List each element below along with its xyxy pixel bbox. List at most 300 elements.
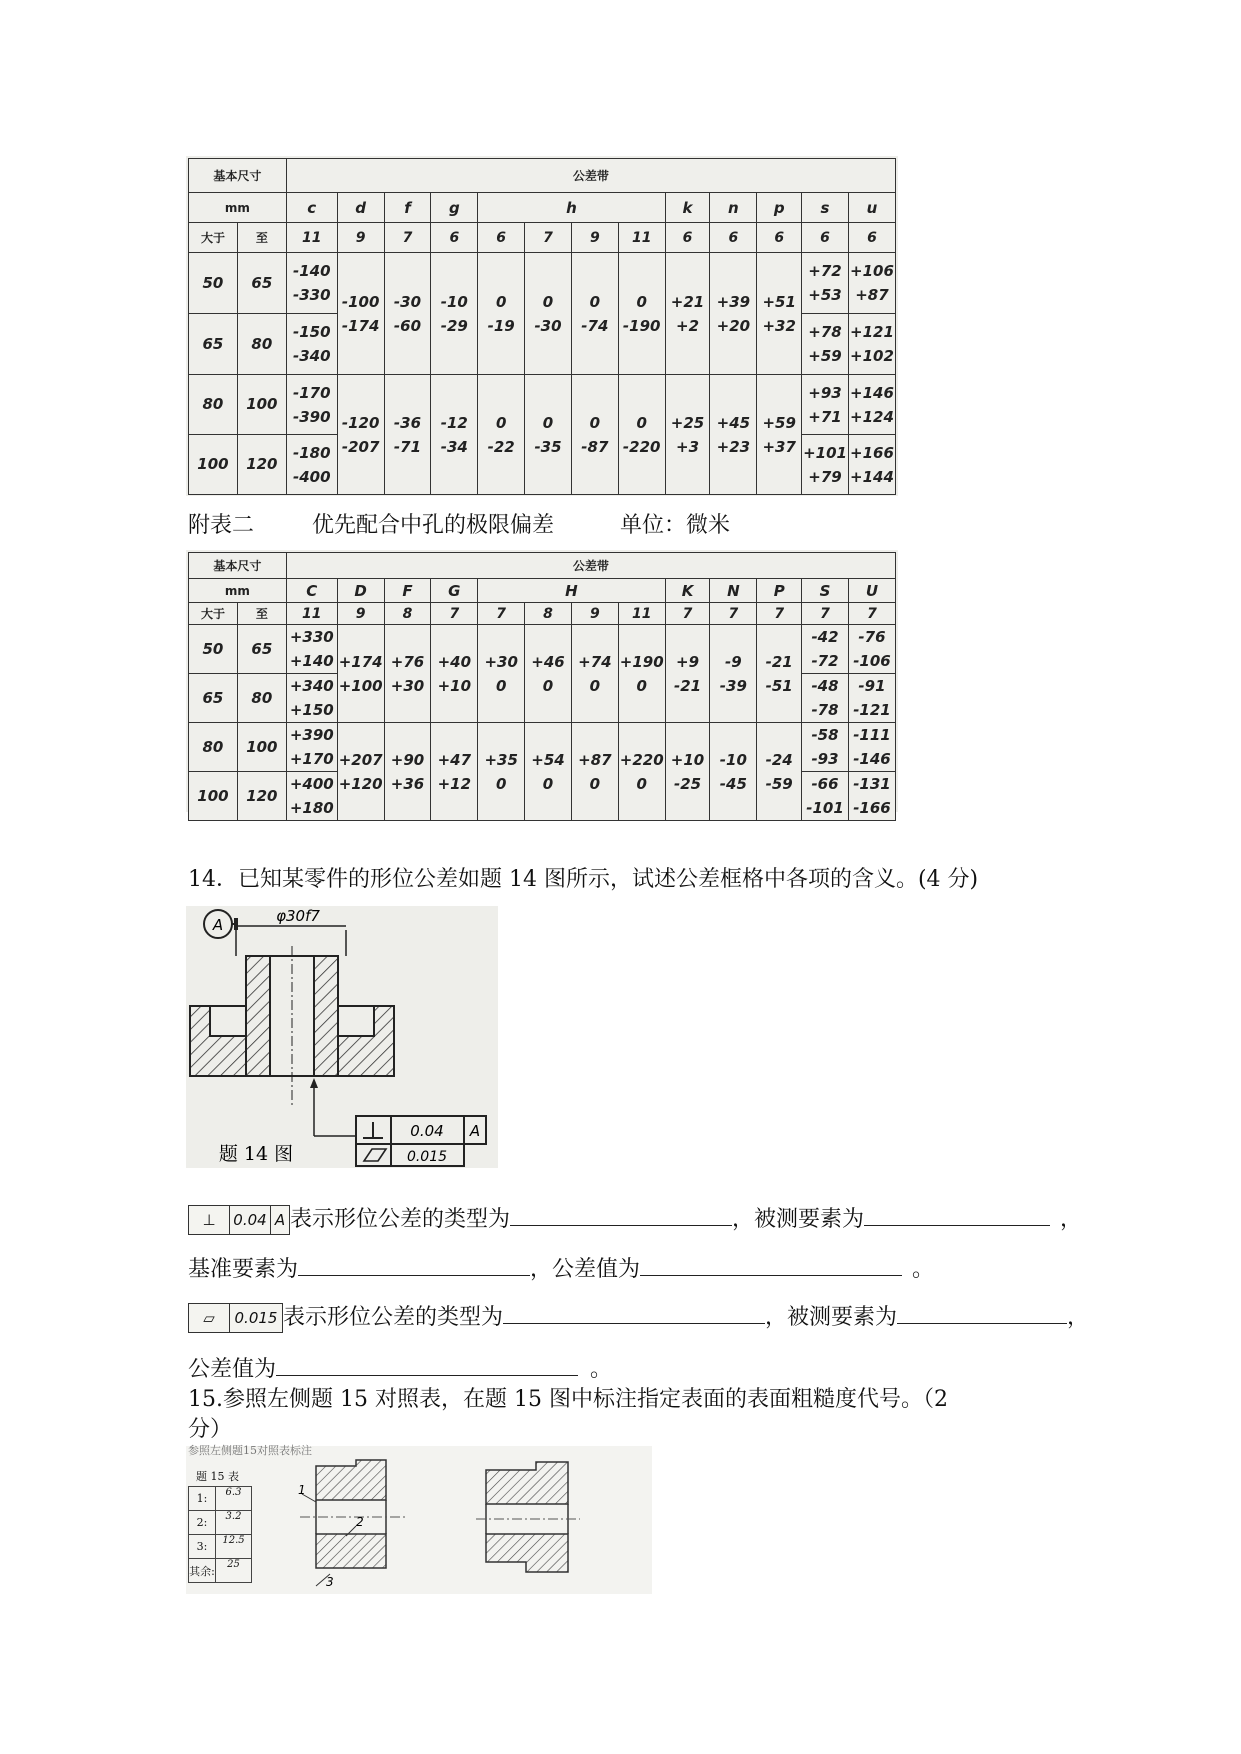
roughness-symbol: 6.3: [225, 1487, 242, 1498]
lower-deviation: -51: [765, 676, 793, 695]
deviation-cell: [384, 253, 431, 375]
size-to: 120: [237, 435, 286, 495]
grade-cell: 11: [618, 603, 665, 625]
grade-cell: 7: [478, 603, 525, 625]
figure-14: [186, 906, 498, 1168]
lower-deviation: +100: [338, 676, 383, 695]
deviation-cell: [848, 314, 895, 375]
lower-deviation: 0: [542, 774, 554, 793]
lower-deviation: -25: [673, 774, 702, 793]
grade-cell: 7: [431, 603, 478, 625]
grade-cell: 9: [337, 603, 384, 625]
answer-line-4: 公差值为 。: [188, 1357, 613, 1382]
lower-deviation: -220: [622, 437, 661, 456]
grade-cell: 9: [571, 223, 618, 253]
header-tolerance-zone: 公差带: [286, 553, 895, 579]
upper-deviation: +39: [716, 292, 751, 311]
answer-blank[interactable]: [503, 1303, 765, 1324]
size-from: 80: [189, 375, 238, 435]
deviation-cell: [618, 723, 665, 821]
deviation-cell: [286, 772, 337, 821]
zone-letter: p: [757, 193, 802, 223]
deviation-cell: [802, 253, 849, 314]
header-from: 大于: [189, 603, 238, 625]
upper-deviation: 0: [636, 292, 647, 311]
lower-deviation: -39: [719, 676, 747, 695]
deviation-cell: [848, 674, 895, 723]
deviation-cell: [665, 723, 710, 821]
upper-deviation: -21: [765, 652, 793, 671]
question-15-line-2: 分）: [188, 1417, 233, 1442]
deviation-cell: [618, 375, 665, 495]
upper-deviation: -100: [341, 292, 380, 311]
lower-deviation: -330: [292, 286, 331, 304]
answer-line-1: ⊥ 0.04 A 表示形位公差的类型为 ，被测要素为 ，: [188, 1202, 1082, 1235]
deviation-cell: [665, 625, 710, 723]
upper-deviation: 0: [542, 413, 554, 432]
lower-deviation: -400: [292, 467, 331, 486]
table2-unit: 单位：微米: [620, 513, 731, 538]
grade-cell: 6: [431, 223, 478, 253]
deviation-cell: [802, 674, 849, 723]
upper-deviation: +101: [803, 443, 847, 462]
zone-letter: N: [710, 579, 757, 603]
upper-deviation: +340: [289, 677, 334, 695]
lower-deviation: -34: [440, 437, 468, 456]
zone-letter: d: [337, 193, 384, 223]
header-basic-size: 基本尺寸: [189, 159, 287, 193]
roughness-label: 其余:: [189, 1559, 216, 1582]
lower-deviation: +140: [289, 652, 334, 670]
zone-letter: K: [665, 579, 710, 603]
lower-deviation: +12: [437, 774, 472, 793]
upper-deviation: +390: [289, 726, 334, 744]
header-to: 至: [237, 223, 286, 253]
grade-cell: 11: [286, 603, 337, 625]
roughness-symbol: 25: [227, 1559, 240, 1570]
roughness-label: 2:: [189, 1511, 216, 1534]
upper-deviation: 0: [542, 292, 554, 311]
deviation-cell: [478, 375, 525, 495]
deviation-cell: [802, 375, 849, 435]
upper-deviation: +30: [484, 652, 518, 671]
lower-deviation: 0: [495, 774, 507, 793]
upper-deviation: +40: [437, 652, 472, 671]
upper-deviation: +330: [289, 628, 334, 646]
deviation-cell: [525, 253, 572, 375]
lower-deviation: 0: [636, 774, 647, 793]
upper-deviation: +54: [531, 750, 565, 769]
grade-cell: 11: [618, 223, 665, 253]
question-14: 14．已知某零件的形位公差如题 14 图所示，试述公差框格中各项的含义。(4 分): [188, 867, 979, 892]
upper-deviation: +74: [578, 652, 612, 671]
grade-cell: 6: [802, 223, 849, 253]
size-to: 120: [237, 772, 286, 821]
upper-deviation: -91: [858, 677, 886, 695]
roughness-label: 3:: [189, 1535, 216, 1558]
lower-deviation: +124: [850, 407, 894, 426]
deviation-cell: [431, 723, 478, 821]
deviation-cell: [431, 375, 478, 495]
deviation-cell: [802, 435, 849, 495]
lower-deviation: -174: [341, 316, 380, 335]
lower-deviation: +59: [808, 347, 842, 365]
deviation-cell: [571, 723, 618, 821]
lower-deviation: +53: [808, 286, 842, 304]
datum-letter: A: [212, 916, 224, 934]
lower-deviation: -35: [534, 437, 562, 456]
lower-deviation: -78: [811, 701, 839, 719]
lower-deviation: -390: [292, 407, 331, 426]
lower-deviation: -72: [811, 652, 839, 670]
lower-deviation: -45: [719, 774, 747, 793]
answer-blank[interactable]: [276, 1355, 578, 1376]
deviation-cell: [571, 253, 618, 375]
question-15-line-1: 15.参照左侧题 15 对照表，在题 15 图中标注指定表面的表面粗糙度代号。（2: [188, 1387, 948, 1412]
answer-blank[interactable]: [298, 1255, 530, 1276]
frame2-value: 0.015: [406, 1149, 448, 1165]
deviation-cell: [337, 723, 384, 821]
deviation-cell: [848, 723, 895, 772]
grade-cell: 7: [848, 603, 895, 625]
deviation-cell: [802, 772, 849, 821]
frame1-datum: A: [469, 1122, 481, 1140]
upper-deviation: -76: [858, 628, 886, 646]
lower-deviation: -74: [581, 316, 609, 335]
zone-letter: S: [802, 579, 849, 603]
lower-deviation: +3: [676, 437, 700, 456]
upper-deviation: +90: [390, 750, 425, 769]
deviation-cell: [665, 375, 710, 495]
roughness-row: [189, 1558, 251, 1582]
upper-deviation: -24: [765, 750, 793, 769]
zone-letter: H: [478, 579, 665, 603]
deviation-cell: [525, 375, 572, 495]
lower-deviation: -71: [393, 437, 422, 456]
size-to: 80: [237, 674, 286, 723]
lower-deviation: +150: [289, 701, 334, 719]
deviation-cell: [757, 375, 802, 495]
flatness-frame: ▱ 0.015: [188, 1303, 283, 1333]
lower-deviation: -93: [811, 750, 839, 768]
perpendicularity-icon: ⊥: [189, 1206, 230, 1234]
zone-letter: n: [710, 193, 757, 223]
lower-deviation: 0: [542, 676, 554, 695]
upper-deviation: +87: [578, 750, 612, 769]
size-to: 100: [237, 375, 286, 435]
grade-cell: 7: [665, 603, 710, 625]
grade-cell: 6: [665, 223, 710, 253]
deviation-cell: [848, 625, 895, 674]
deviation-cell: [802, 723, 849, 772]
zone-letter: f: [384, 193, 431, 223]
lower-deviation: -146: [853, 750, 891, 768]
upper-deviation: +121: [850, 323, 894, 341]
grade-cell: 6: [478, 223, 525, 253]
part-drawing-15: [286, 1456, 646, 1592]
answer-line-3: ▱ 0.015 表示形位公差的类型为 ，被测要素为 ，: [188, 1300, 1089, 1333]
lower-deviation: +79: [808, 467, 842, 486]
upper-deviation: +207: [338, 750, 383, 769]
lower-deviation: -30: [534, 316, 562, 335]
upper-deviation: -150: [292, 323, 331, 341]
zone-letter: k: [665, 193, 710, 223]
size-from: 65: [189, 314, 238, 375]
lower-deviation: -166: [853, 799, 891, 817]
lower-deviation: -340: [292, 347, 331, 365]
answer-blank[interactable]: [864, 1205, 1050, 1226]
table2-name: 优先配合中孔的极限偏差: [312, 513, 555, 538]
upper-deviation: -170: [292, 383, 331, 402]
roughness-row: [189, 1510, 251, 1534]
answer-line-2: 基准要素为 ，公差值为 。: [188, 1257, 935, 1282]
zone-letter: D: [337, 579, 384, 603]
deviation-cell: [710, 253, 757, 375]
deviation-cell: [478, 723, 525, 821]
upper-deviation: +220: [619, 750, 664, 769]
callout-1: 1: [298, 1483, 306, 1497]
deviation-cell: [848, 435, 895, 495]
deviation-cell: [757, 625, 802, 723]
upper-deviation: +9: [676, 652, 700, 671]
upper-deviation: +51: [762, 292, 796, 311]
deviation-cell: [431, 625, 478, 723]
figure-15: [186, 1446, 652, 1594]
header-from: 大于: [189, 223, 238, 253]
deviation-cell: [525, 625, 572, 723]
deviation-cell: [525, 723, 572, 821]
deviation-cell: [286, 314, 337, 375]
flatness-icon: ▱: [189, 1304, 230, 1332]
size-from: 80: [189, 723, 238, 772]
lower-deviation: 0: [636, 676, 647, 695]
lower-deviation: -207: [341, 437, 380, 456]
upper-deviation: +25: [670, 413, 705, 432]
deviation-cell: [571, 375, 618, 495]
grade-cell: 8: [384, 603, 431, 625]
deviation-cell: [286, 674, 337, 723]
upper-deviation: -120: [341, 413, 380, 432]
upper-deviation: +10: [670, 750, 705, 769]
deviation-cell: [384, 375, 431, 495]
deviation-cell: [848, 253, 895, 314]
lower-deviation: +30: [390, 676, 425, 695]
lower-deviation: +20: [716, 316, 751, 335]
upper-deviation: -66: [811, 775, 839, 793]
answer-blank[interactable]: [897, 1303, 1067, 1324]
frame1-value: 0.04: [410, 1122, 444, 1140]
upper-deviation: +400: [289, 775, 334, 793]
upper-deviation: +72: [808, 262, 842, 280]
grade-cell: 9: [337, 223, 384, 253]
grade-cell: 8: [525, 603, 572, 625]
roughness-label: 1:: [189, 1487, 216, 1510]
upper-deviation: +146: [850, 383, 894, 402]
deviation-cell: [665, 253, 710, 375]
lower-deviation: 0: [589, 676, 601, 695]
size-from: 50: [189, 253, 238, 314]
deviation-cell: [710, 375, 757, 495]
lower-deviation: +144: [850, 467, 894, 486]
lower-deviation: +87: [855, 286, 889, 304]
grade-cell: 11: [286, 223, 337, 253]
upper-deviation: -48: [811, 677, 839, 695]
perpendicularity-frame: ⊥ 0.04 A: [188, 1205, 290, 1235]
upper-deviation: +45: [716, 413, 751, 432]
header-basic-size: 基本尺寸: [189, 553, 287, 579]
figure-14-caption: 题 14 图: [218, 1143, 294, 1165]
upper-deviation: +76: [390, 652, 425, 671]
deviation-cell: [802, 625, 849, 674]
dimension-label: φ30f7: [276, 907, 320, 925]
upper-deviation: +93: [808, 383, 842, 402]
lower-deviation: +102: [850, 347, 894, 365]
table2-label: 附表二: [188, 513, 255, 538]
lower-deviation: -59: [765, 774, 793, 793]
size-to: 100: [237, 723, 286, 772]
upper-deviation: +46: [531, 652, 565, 671]
upper-deviation: 0: [636, 413, 647, 432]
deviation-cell: [757, 253, 802, 375]
size-from: 100: [189, 772, 238, 821]
deviation-cell: [848, 375, 895, 435]
size-to: 80: [237, 314, 286, 375]
deviation-cell: [384, 625, 431, 723]
lower-deviation: +36: [390, 774, 425, 793]
deviation-cell: [618, 625, 665, 723]
lower-deviation: +71: [808, 407, 842, 426]
lower-deviation: -60: [393, 316, 422, 335]
zone-letter: h: [478, 193, 665, 223]
deviation-cell: [337, 253, 384, 375]
deviation-cell: [710, 625, 757, 723]
zone-letter: U: [848, 579, 895, 603]
roughness-row: [189, 1487, 251, 1510]
grade-cell: 6: [848, 223, 895, 253]
lower-deviation: -87: [581, 437, 609, 456]
upper-deviation: -42: [811, 628, 839, 646]
deviation-cell: [286, 723, 337, 772]
zone-letter: P: [757, 579, 802, 603]
grade-cell: 7: [710, 603, 757, 625]
lower-deviation: -21: [673, 676, 702, 695]
hole-deviation-table: [188, 552, 896, 821]
size-from: 50: [189, 625, 238, 674]
deviation-cell: [710, 723, 757, 821]
lower-deviation: +23: [716, 437, 751, 456]
lower-deviation: -29: [440, 316, 468, 335]
lower-deviation: +2: [676, 316, 700, 335]
header-tolerance-zone: 公差带: [286, 159, 895, 193]
size-to: 65: [237, 625, 286, 674]
zone-letter: g: [431, 193, 478, 223]
shaft-deviation-table: [188, 158, 896, 495]
upper-deviation: -131: [853, 775, 891, 793]
upper-deviation: +166: [850, 443, 894, 462]
deviation-cell: [337, 375, 384, 495]
upper-deviation: -111: [853, 726, 891, 744]
zone-letter: c: [286, 193, 337, 223]
upper-deviation: -10: [719, 750, 747, 769]
upper-deviation: +35: [484, 750, 518, 769]
answer-blank[interactable]: [640, 1255, 902, 1276]
grade-cell: 9: [571, 603, 618, 625]
upper-deviation: -36: [393, 413, 422, 432]
lower-deviation: +120: [338, 774, 383, 793]
deviation-cell: [431, 253, 478, 375]
deviation-cell: [618, 253, 665, 375]
deviation-cell: [757, 723, 802, 821]
upper-deviation: -9: [725, 652, 742, 671]
grade-cell: 7: [525, 223, 572, 253]
lower-deviation: -101: [806, 799, 844, 817]
deviation-cell: [286, 625, 337, 674]
lower-deviation: +170: [289, 750, 334, 768]
deviation-cell: [337, 625, 384, 723]
grade-cell: 6: [710, 223, 757, 253]
lower-deviation: -121: [853, 701, 891, 719]
upper-deviation: +174: [338, 652, 383, 671]
deviation-cell: [286, 253, 337, 314]
deviation-cell: [478, 253, 525, 375]
roughness-symbol: 12.5: [222, 1535, 245, 1546]
lower-deviation: -190: [622, 316, 661, 335]
size-from: 100: [189, 435, 238, 495]
upper-deviation: -180: [292, 443, 331, 462]
callout-3: 3: [326, 1575, 334, 1589]
lower-deviation: 0: [495, 676, 507, 695]
lower-deviation: -106: [853, 652, 891, 670]
lower-deviation: -19: [487, 316, 515, 335]
header-to: 至: [237, 603, 286, 625]
roughness-table: [188, 1486, 252, 1583]
answer-blank[interactable]: [510, 1205, 732, 1226]
upper-deviation: 0: [495, 292, 507, 311]
deviation-cell: [286, 375, 337, 435]
deviation-cell: [571, 625, 618, 723]
roughness-row: [189, 1534, 251, 1558]
upper-deviation: 0: [495, 413, 507, 432]
part-drawing: [186, 906, 498, 1168]
lower-deviation: 0: [589, 774, 601, 793]
cropped-header: 参照左侧题15对照表标注: [188, 1444, 312, 1457]
size-from: 65: [189, 674, 238, 723]
upper-deviation: +78: [808, 323, 842, 341]
deviation-cell: [286, 435, 337, 495]
zone-letter: G: [431, 579, 478, 603]
deviation-cell: [802, 314, 849, 375]
grade-cell: 7: [384, 223, 431, 253]
grade-cell: 6: [757, 223, 802, 253]
callout-2: 2: [356, 1515, 364, 1529]
lower-deviation: +37: [762, 437, 796, 456]
upper-deviation: -12: [440, 413, 468, 432]
roughness-symbol: 3.2: [225, 1511, 242, 1522]
grade-cell: 7: [757, 603, 802, 625]
header-mm: mm: [189, 579, 287, 603]
deviation-cell: [384, 723, 431, 821]
zone-letter: u: [848, 193, 895, 223]
zone-letter: F: [384, 579, 431, 603]
upper-deviation: +59: [762, 413, 796, 432]
lower-deviation: +32: [762, 316, 796, 335]
upper-deviation: 0: [589, 413, 601, 432]
lower-deviation: -22: [487, 437, 515, 456]
upper-deviation: -10: [440, 292, 468, 311]
upper-deviation: +106: [850, 262, 894, 280]
upper-deviation: -140: [292, 262, 331, 280]
size-to: 65: [237, 253, 286, 314]
